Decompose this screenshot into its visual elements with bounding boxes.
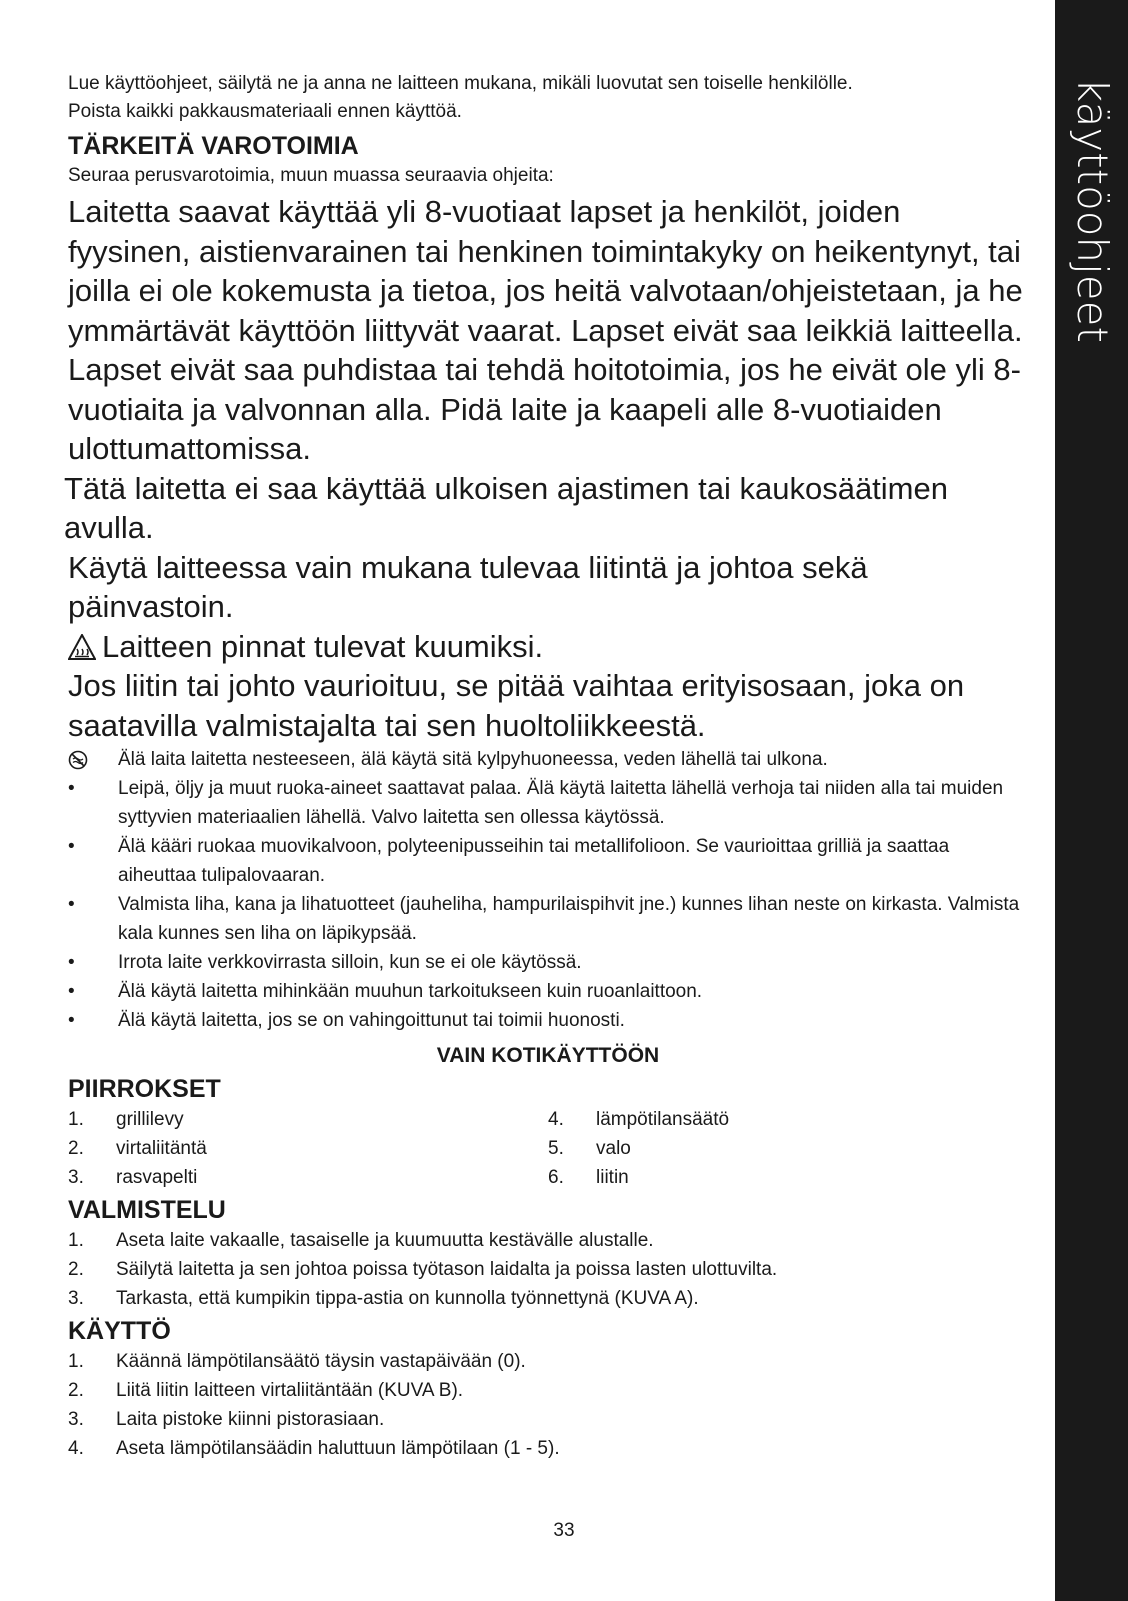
- list-item: [548, 1105, 1028, 1134]
- drawings-right-column: [548, 1105, 1028, 1192]
- list-item: [68, 1006, 1028, 1035]
- list-item: [68, 1376, 1028, 1405]
- usage-heading: KÄYTTÖ: [68, 1317, 171, 1345]
- bullet: •: [68, 894, 75, 915]
- list-item: [548, 1134, 1028, 1163]
- item-text: Tarkasta, että kumpikin tippa-astia on kunnolla työnnettynä (KUVA A).: [116, 1288, 699, 1309]
- safety-paragraph-timer: Tätä laitetta ei saa käyttää ulkoisen ajastimen tai kaukosäätimen avulla.: [64, 470, 948, 545]
- item-number: 3.: [68, 1167, 84, 1188]
- no-water-icon: [68, 745, 118, 774]
- list-item: [68, 1105, 548, 1134]
- list-item: [68, 1226, 1028, 1255]
- hot-surface-text: Laitteen pinnat tulevat kuumiksi.: [102, 628, 544, 664]
- item-number: 6.: [548, 1167, 564, 1188]
- item-text: valo: [596, 1138, 631, 1159]
- bullet: •: [68, 981, 75, 1002]
- list-item: [68, 1405, 1028, 1434]
- preparation-heading: VALMISTELU: [68, 1196, 226, 1224]
- drawings-left-column: [68, 1105, 548, 1192]
- item-text: Aseta laite vakaalle, tasaiselle ja kuumuutta kestävälle alustalle.: [116, 1230, 654, 1251]
- list-item: [68, 1255, 1028, 1284]
- intro-line-1: Lue käyttöohjeet, säilytä ne ja anna ne laitteen mukana, mikäli luovutat sen toiselle henkilölle.: [68, 73, 853, 94]
- list-item: [68, 832, 1028, 890]
- item-number: 4.: [548, 1109, 564, 1130]
- side-tab-label: käyttöohjeet: [1068, 78, 1117, 343]
- list-item: [68, 1134, 548, 1163]
- list-item: [68, 1347, 1028, 1376]
- hot-surface-warning: [68, 627, 1028, 667]
- safety-heading: TÄRKEITÄ VAROTOIMIA: [68, 132, 359, 160]
- item-number: 4.: [68, 1438, 84, 1459]
- bullet-text: Älä käytä laitetta mihinkään muuhun tarkoitukseen kuin ruoanlaittoon.: [118, 981, 703, 1002]
- item-number: 1.: [68, 1109, 84, 1130]
- safety-list: [68, 745, 1028, 1035]
- no-water-text: Älä laita laitetta nesteeseen, älä käytä sitä kylpyhuoneessa, veden lähellä tai ulkona.: [118, 749, 828, 770]
- item-number: 2.: [68, 1138, 84, 1159]
- item-text: liitin: [596, 1167, 629, 1188]
- item-number: 3.: [68, 1288, 84, 1309]
- item-text: Säilytä laitetta ja sen johtoa poissa työtason laidalta ja poissa lasten ulottuvilta.: [116, 1259, 778, 1280]
- item-number: 3.: [68, 1409, 84, 1430]
- bullet-text: Älä käytä laitetta, jos se on vahingoittunut tai toimii huonosti.: [118, 1010, 625, 1031]
- list-item: [68, 1163, 548, 1192]
- list-item: [68, 774, 1028, 832]
- cord-damage-paragraph: Jos liitin tai johto vaurioituu, se pitää vaihtaa erityisosaan, joka on saatavilla valmistajalta tai sen huoltoliikkeestä.: [68, 668, 965, 743]
- safety-subheading: Seuraa perusvarotoimia, muun muassa seuraavia ohjeita:: [68, 165, 554, 186]
- list-item: [68, 948, 1028, 977]
- hot-surface-icon: [68, 630, 96, 656]
- usage-list: [68, 1347, 1028, 1463]
- page-number: 33: [553, 1520, 575, 1541]
- list-item: [68, 1434, 1028, 1463]
- item-number: 2.: [68, 1380, 84, 1401]
- side-tab: [1055, 0, 1128, 1601]
- item-number: 5.: [548, 1138, 564, 1159]
- item-text: lämpötilansäätö: [596, 1109, 730, 1130]
- item-number: 1.: [68, 1351, 84, 1372]
- item-text: Käännä lämpötilansäätö täysin vastapäivään (0).: [116, 1351, 526, 1372]
- safety-paragraph-children: Laitetta saavat käyttää yli 8-vuotiaat lapset ja henkilöt, joiden fyysinen, aistienvarainen tai henkinen toimintakyky on heikentynyt, tai joilla ei ole kokemusta ja tietoa, jos heitä valvotaan/ohjeistetaan, ja he ymmärtävät käyttöön liittyvät vaarat. Lapset eivät saa leikkiä laitteella. Lapset eivät saa puhdistaa tai tehdä hoitotoimia, jos he eivät ole yli 8-vuotiaita ja valvonnan alla. Pidä laite ja kaapeli alle 8-vuotiaiden ulottumattomissa.: [68, 194, 1023, 466]
- drawings-heading: PIIRROKSET: [68, 1075, 221, 1103]
- bullet-text: Leipä, öljy ja muut ruoka-aineet saattavat palaa. Älä käytä laitetta lähellä verhoja tai niiden alla tai muiden syttyvien materiaalien lähellä. Valvo laitetta sen ollessa käytössä.: [118, 778, 1004, 828]
- item-number: 2.: [68, 1259, 84, 1280]
- list-item: [68, 977, 1028, 1006]
- bullet: •: [68, 836, 75, 857]
- item-number: 1.: [68, 1230, 84, 1251]
- item-text: Laita pistoke kiinni pistorasiaan.: [116, 1409, 385, 1430]
- intro-line-2: Poista kaikki pakkausmateriaali ennen käyttöä.: [68, 101, 462, 122]
- bullet: •: [68, 952, 75, 973]
- home-use-notice: VAIN KOTIKÄYTTÖÖN: [436, 1044, 660, 1067]
- safety-paragraph-connector: Käytä laitteessa vain mukana tulevaa liitintä ja johtoa sekä päinvastoin.: [68, 549, 868, 624]
- item-text: grillilevy: [116, 1109, 184, 1130]
- item-text: virtaliitäntä: [116, 1138, 207, 1159]
- item-text: rasvapelti: [116, 1167, 198, 1188]
- list-item: [68, 890, 1028, 948]
- bullet-text: Valmista liha, kana ja lihatuotteet (jauheliha, hampurilaispihvit jne.) kunnes lihan neste on kirkasta. Valmista kala kunnes sen liha on läpikypsää.: [118, 894, 1020, 944]
- bullet-text: Irrota laite verkkovirrasta silloin, kun se ei ole käytössä.: [118, 952, 582, 973]
- list-item: [68, 1284, 1028, 1313]
- bullet-text: Älä kääri ruokaa muovikalvoon, polyteenipusseihin tai metallifolioon. Se vaurioittaa grilliä ja saattaa aiheuttaa tulipalovaaran.: [118, 836, 950, 886]
- bullet: •: [68, 1010, 75, 1031]
- list-item: [68, 745, 1028, 774]
- page-content: [64, 70, 1028, 1463]
- drawings-list: [68, 1105, 1028, 1192]
- list-item: [548, 1163, 1028, 1192]
- preparation-list: [68, 1226, 1028, 1313]
- item-text: Liitä liitin laitteen virtaliitäntään (KUVA B).: [116, 1380, 464, 1401]
- item-text: Aseta lämpötilansäädin haluttuun lämpötilaan (1 - 5).: [116, 1438, 560, 1459]
- bullet: •: [68, 778, 75, 799]
